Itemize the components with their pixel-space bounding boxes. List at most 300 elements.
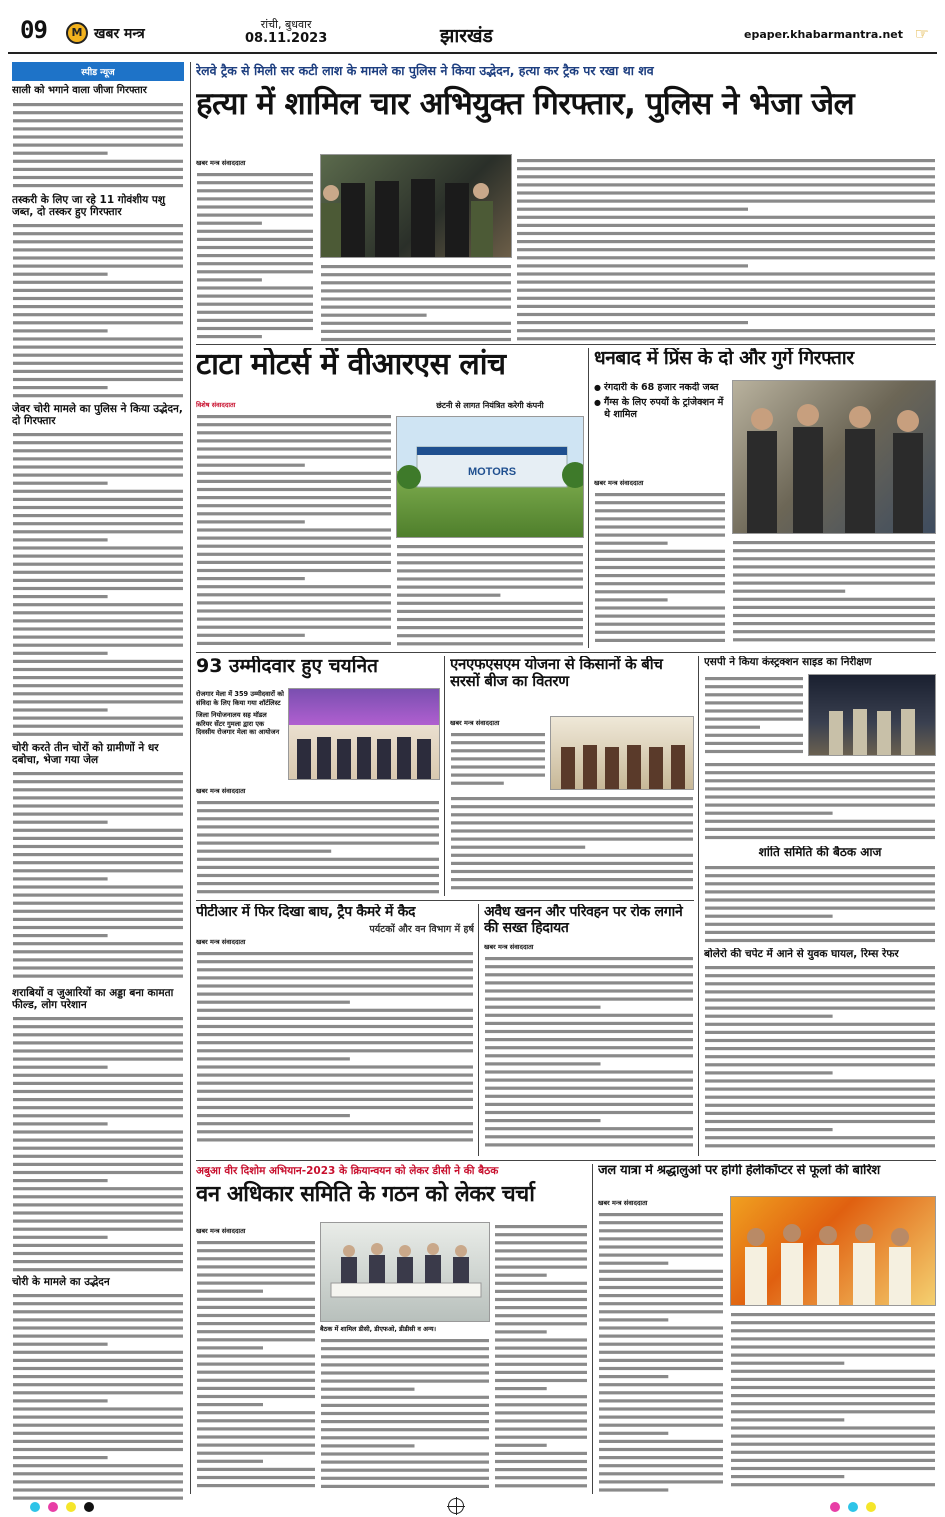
left-body-1 [12,100,184,190]
text-line [321,1485,489,1488]
text-line [13,248,183,251]
section-divider [196,652,936,653]
column-divider [698,656,699,1156]
text-line [13,240,183,243]
text-line [451,782,504,785]
text-line [485,1030,693,1033]
left-body-6 [12,1291,184,1501]
text-line [197,319,313,322]
text-line [13,1383,183,1386]
crosshair-registration-icon [448,1498,464,1514]
text-line [451,765,545,768]
dhanbad-byline: खबर मन्त्र संवाददाता [594,479,644,487]
text-line [13,1416,183,1419]
text-line [495,1338,587,1341]
text-line [13,1367,183,1370]
text-line [197,626,391,629]
tata-factory-photo [396,416,584,538]
text-line [599,1270,723,1273]
text-line [495,1363,587,1366]
text-line [197,968,473,971]
text-line [451,854,693,857]
text-line [197,415,391,418]
color-registration-dot [830,1502,840,1512]
text-line [321,314,427,317]
text-line [731,1394,935,1397]
text-line [13,772,183,775]
text-line [733,614,935,617]
text-line [397,594,500,597]
text-line [13,619,183,622]
text-line [13,958,183,961]
text-line [13,934,108,937]
forest-photo-caption: बैठक में शामिल डीसी, डीएफओ, डीडीसी व अन्य। [320,1325,437,1333]
text-line [599,1254,723,1257]
text-line [599,1294,723,1297]
text-line [485,1062,601,1065]
tiger-article [196,904,474,1156]
stage-group-photo [289,689,440,780]
text-line [197,960,473,963]
text-lines [396,542,584,648]
text-line [485,1111,693,1114]
yatra-body-2 [730,1310,936,1494]
text-line [197,952,473,955]
text-line [397,626,583,629]
text-line [599,1448,723,1451]
text-line [197,1452,315,1455]
text-lines [704,863,936,945]
text-line [451,821,693,824]
text-line [731,1459,935,1462]
text-line [13,151,108,154]
text-line [13,143,183,146]
text-line [599,1391,723,1394]
column-divider [444,656,445,896]
text-line [13,159,183,162]
tiger-byline: खबर मन्त्र संवाददाता [196,938,246,947]
text-line [397,618,583,621]
text-line [197,1106,473,1109]
text-line [485,1054,693,1057]
text-line [197,1130,473,1133]
text-line [485,1087,693,1090]
text-line [321,1428,489,1431]
text-line [197,1427,315,1430]
text-lines [320,262,512,342]
text-line [197,1138,473,1141]
text-line [13,700,183,703]
text-line [595,574,725,577]
text-line [197,1257,315,1260]
text-line [13,1326,183,1329]
text-line [13,780,183,783]
text-line [197,993,473,996]
text-line [13,1472,183,1475]
brand-name: खबर मन्त्र [94,26,145,42]
text-line [13,167,183,170]
text-line [495,1444,547,1447]
text-line [705,820,935,823]
text-line [485,1014,693,1017]
text-line [733,541,935,544]
text-line [13,918,183,921]
text-line [13,224,183,227]
text-line [13,1480,183,1483]
text-line [321,1404,489,1407]
column-divider [478,904,479,1156]
text-line [197,577,305,580]
text-lines [704,760,936,842]
text-line [321,1355,489,1358]
text-line [197,1298,315,1301]
text-line [705,804,935,807]
text-line [197,423,391,426]
text-line [13,611,183,614]
text-line [595,590,725,593]
text-line [451,813,693,816]
text-line [13,877,108,880]
text-line [705,677,803,680]
text-line [595,509,725,512]
text-line [13,288,183,291]
text-line [705,734,803,737]
farmers-group [551,717,694,790]
candidates-captions [196,690,284,782]
text-line [197,569,391,572]
text-line [13,465,183,468]
text-line [13,579,183,582]
text-line [13,369,183,372]
text-line [397,586,583,589]
forest-kicker: अबुआ वीर दिशोम अभियान-2023 के क्रियान्वयन को लेकर डीसी ने की बैठक [196,1165,499,1177]
text-line [197,456,391,459]
text-line [599,1237,723,1240]
text-line [321,289,511,292]
text-line [321,1477,489,1480]
speed-news-column [12,62,184,1512]
text-line [495,1476,587,1479]
text-line [197,1265,315,1268]
text-line [197,1290,263,1293]
text-line [517,281,935,284]
text-line [599,1343,723,1346]
masthead [8,6,937,54]
color-registration-dot [866,1502,876,1512]
text-line [197,1098,473,1101]
left-headline-6: चोरी के मामले का उद्भेदन [12,1276,110,1288]
text-line [321,306,511,309]
text-line [197,1419,315,1422]
text-line [599,1213,723,1216]
text-line [13,603,183,606]
text-line [321,273,511,276]
text-line [13,514,183,517]
text-line [13,1195,183,1198]
text-line [705,718,803,721]
text-line [595,615,725,618]
text-line [705,931,935,934]
text-line [733,638,935,641]
dhanbad-bullet-2: ● गैंग्स के लिए रुपयों के ट्रांजेक्शन में थे शामिल [594,397,726,421]
text-line [13,498,183,501]
text-line [197,825,439,828]
text-line [197,1001,350,1004]
text-line [495,1282,587,1285]
text-line [705,998,935,1001]
text-lines [704,674,804,758]
text-line [197,1338,315,1341]
mustard-body-1 [450,716,546,790]
column-divider [588,348,589,648]
text-line [197,1322,315,1325]
text-line [197,254,313,257]
yatra-headline: जल यात्रा में श्रद्धालुओं पर होगी हेलीकॉप्टर से फूलों की बारिश [598,1164,880,1178]
text-line [197,833,439,836]
text-line [705,685,803,688]
forest-body-2 [320,1336,490,1494]
text-line [13,950,183,953]
epaper-link[interactable]: epaper.khabarmantra.net [744,28,903,41]
text-line [705,779,935,782]
text-line [197,858,439,861]
dhanbad-photo [732,380,936,534]
tata-headline: टाटा मोटर्स में वीआरएस लांच [196,348,506,382]
text-line [451,862,693,865]
column-divider [592,1164,593,1494]
text-line [705,1120,935,1123]
text-line [321,1363,489,1366]
text-line [13,264,183,267]
text-line [321,1396,489,1399]
text-line [13,1343,108,1346]
text-line [321,1388,415,1391]
text-line [197,286,313,289]
text-line [13,378,183,381]
text-line [517,175,935,178]
text-line [495,1241,587,1244]
text-lines [12,1291,184,1501]
text-lines [730,1310,936,1494]
text-line [13,473,183,476]
text-line [731,1313,935,1316]
text-line [495,1355,587,1358]
text-line [495,1419,587,1422]
group-of-people-figures [321,155,512,258]
text-line [197,173,313,176]
text-line [705,906,935,909]
text-line [13,732,183,735]
text-line [731,1345,935,1348]
text-line [197,1403,263,1406]
sp-body-2 [704,760,936,842]
text-line [197,618,391,621]
text-line [599,1488,668,1491]
text-line [705,701,803,704]
text-line [705,922,935,925]
left-headline-5: शराबियों व जुआरियों का अड्डा बना कामता फील्ड, लोग परेशान [12,986,174,1011]
text-line [197,1065,473,1068]
text-line [197,984,473,987]
text-line [495,1428,587,1431]
text-line [517,321,748,324]
text-line [197,431,391,434]
text-line [197,1241,315,1244]
text-line [197,439,391,442]
text-line [451,797,693,800]
forest-byline: खबर मन्त्र संवाददाता [196,1227,246,1235]
text-line [599,1262,668,1265]
text-line [13,1432,183,1435]
text-line [197,246,313,249]
text-line [13,280,183,283]
text-line [595,517,725,520]
text-line [705,1136,935,1139]
text-line [197,874,439,877]
text-line [599,1375,668,1378]
text-line [13,837,183,840]
left-headline-2: तस्करी के लिए जा रहे 11 गोवंशीय पशु जब्त, दो तस्कर हुए गिरफ्तार [12,193,165,218]
text-line [485,998,693,1001]
text-line [705,1055,935,1058]
text-line [321,1444,415,1447]
text-line [705,812,833,815]
hand-pointer-icon: ☞ [914,24,929,43]
text-line [599,1286,723,1289]
text-line [13,1066,108,1069]
mustard-headline: एनएफएसएम योजना से किसानों के बीच सरसों बीज का वितरण [450,656,663,691]
mustard-body-2 [450,794,694,896]
text-line [485,1006,601,1009]
text-line [705,709,803,712]
text-line [517,264,748,267]
text-line [13,1318,183,1321]
text-line [397,577,583,580]
text-line [733,606,935,609]
text-line [197,1476,315,1479]
text-line [705,966,935,969]
column-divider [190,62,191,1494]
text-line [495,1484,587,1487]
text-line [13,175,183,178]
text-line [13,812,183,815]
factory-building [397,417,584,538]
section-divider [196,344,936,345]
transport-byline: खबर मन्त्र संवाददाता [484,943,534,952]
text-line [495,1411,587,1414]
text-line [13,1399,108,1402]
text-lines [704,963,936,1153]
text-line [13,885,183,888]
text-line [13,1041,183,1044]
text-line [397,553,583,556]
dhanbad-body-1 [594,476,726,648]
lead-body-col-2 [320,262,512,342]
text-line [599,1383,723,1386]
text-line [599,1221,723,1224]
text-line [599,1245,723,1248]
text-line [197,447,391,450]
text-line [731,1362,844,1365]
meeting-table [321,1223,490,1322]
bolero-article [704,948,936,1156]
text-line [595,525,725,528]
text-line [517,272,935,275]
text-line [595,566,725,569]
text-line [197,801,439,804]
dhanbad-body-2 [732,538,936,648]
text-line [197,1049,473,1052]
text-line [731,1378,935,1381]
text-line [495,1249,587,1252]
section-divider [196,1160,936,1161]
text-line [197,262,313,265]
transport-article [484,904,694,1156]
text-line [197,1114,350,1117]
text-line [599,1229,723,1232]
text-line [485,1103,693,1106]
text-line [517,313,935,316]
text-line [705,771,935,774]
text-lines [196,798,440,896]
text-line [197,890,439,893]
text-line [705,1112,935,1115]
text-line [321,330,511,333]
text-line [13,926,183,929]
text-line [13,1440,183,1443]
text-line [451,829,693,832]
text-line [197,1354,315,1357]
text-line [517,208,748,211]
text-line [13,1017,183,1020]
section-name: झारखंड [440,25,493,47]
text-line [599,1472,723,1475]
text-line [495,1436,587,1439]
text-line [705,693,803,696]
text-line [495,1257,587,1260]
text-line [485,1119,601,1122]
text-line [495,1233,587,1236]
color-registration-dot [30,1502,40,1512]
sp-body-1 [704,674,804,758]
text-line [13,587,183,590]
text-line [485,1095,693,1098]
text-line [705,882,935,885]
text-line [599,1310,723,1313]
forest-headline: वन अधिकार समिति के गठन को लेकर चर्चा [196,1182,535,1207]
text-line [197,1074,473,1077]
text-lines [732,538,936,648]
text-line [13,1448,183,1451]
text-line [599,1464,723,1467]
text-line [13,530,183,533]
text-line [705,750,803,753]
text-line [705,914,833,917]
text-line [197,1017,473,1020]
candidates-caption-2: जिला नियोजनालय सह मॉडल करियर सेंटर गुमला द्वारा एक दिवसीय रोजगार मेला का आयोजन [196,711,280,737]
text-lines [484,954,694,1152]
tiger-headline: पीटीआर में फिर दिखा बाघ, ट्रैप कैमरे में कैद [196,904,416,920]
text-line [485,1071,693,1074]
text-line [13,974,183,977]
text-line [495,1314,587,1317]
text-line [13,1260,183,1263]
text-line [13,305,183,308]
text-line [495,1387,547,1390]
text-line [451,846,585,849]
text-line [13,1122,108,1125]
text-line [197,230,313,233]
